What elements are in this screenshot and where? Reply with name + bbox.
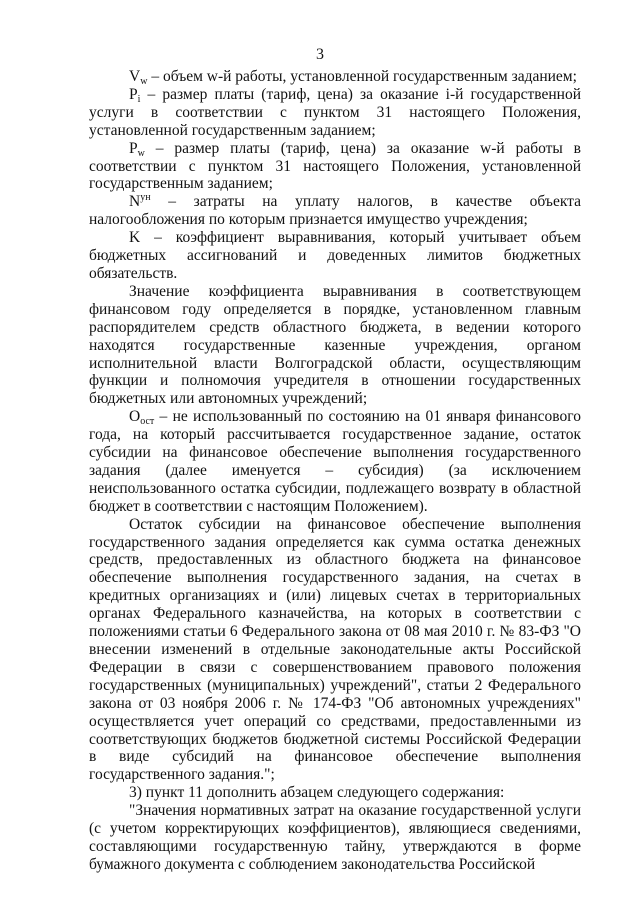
paragraph-pw xyxy=(89,140,581,194)
symbol-o: О xyxy=(129,408,141,426)
paragraph-vw xyxy=(89,68,581,86)
paragraph-text: – не использованный по состоянию на 01 января финансового года, на который рассчитывается государственное задание, остаток субсидии на финансовое обеспечение выполнения государственного задания (далее именуется – субсидия) (за исключением неиспользованного остатка субсидии, подлежащего возврату в областной бюджет в соответствии с настоящим Положением). xyxy=(89,408,581,515)
paragraph-oost xyxy=(89,408,581,515)
superscript-un: ун xyxy=(140,192,151,204)
document-body xyxy=(89,68,581,874)
paragraph-nun xyxy=(89,193,581,229)
paragraph-pi xyxy=(89,86,581,140)
paragraph-k-value: Значение коэффициента выравнивания в соответствующем финансовом году определяется в порядке, установленном главным распорядителем средств областного бюджета, в ведении которого находятся государственные казенные учреждения, органом исполнительной власти Волгоградской области, осуществляющим функции и полномочия учредителя в отношении государственных бюджетных или автономных учреждений; xyxy=(89,282,581,408)
paragraph-text: – размер платы (тариф, цена) за оказание w-й работы в соответствии с пунктом 31 настоящего Положения, установленной государственным заданием; xyxy=(89,139,581,193)
subscript-w: w xyxy=(137,147,145,159)
paragraph-ostatok: Остаток субсидии на финансовое обеспечение выполнения государственного задания определяется как сумма остатка денежных средств, предоставленных из областного бюджета на финансовое обеспечение выполнения государственного задания, на счетах в кредитных организациях и (или) лицевых счетах в территориальных органах Федерального казначейства, на которых в соответствии с положениями статьи 6 Федерального закона от 08 мая 2010 г. № 83-ФЗ "О внесении изменений в отдельные законодательные акты Российской Федерации в связи с совершенствованием правового положения государственных (муниципальных) учреждений", статьи 2 Федерального закона от 03 ноября 2006 г. № 174-ФЗ "Об автономных учреждениях" осуществляется учет операций со средствами, предоставленными из соответствующих бюджетов бюджетной системы Российской Федерации в виде субсидий на финансовое обеспечение выполнения государственного задания."; xyxy=(89,515,581,784)
subscript-i: i xyxy=(137,93,141,105)
symbol-p: P xyxy=(129,139,138,157)
symbol-p: P xyxy=(129,85,138,103)
subscript-w: w xyxy=(140,76,148,87)
subscript-ost: ост xyxy=(140,416,155,428)
paragraph-item-3: 3) пункт 11 дополнить абзацем следующего содержания: xyxy=(129,784,505,802)
symbol-n: N xyxy=(129,193,141,211)
symbol-v: V xyxy=(129,68,141,85)
paragraph-text: – затраты на уплату налогов, в качестве объекта налогообложения по которым признается имущество учреждения; xyxy=(89,193,581,229)
paragraph-text: – размер платы (тариф, цена) за оказание i-й государственной услуги в соответствии с пунктом 31 настоящего Положения, установленной государственным заданием; xyxy=(89,85,581,139)
paragraph-k: K – коэффициент выравнивания, который учитывает объем бюджетных ассигнований и доведенных лимитов бюджетных обязательств. xyxy=(89,229,581,282)
page-number: 3 xyxy=(316,46,324,63)
paragraph-text: – объем w-й работы, установленной государственным заданием; xyxy=(147,68,577,85)
paragraph-quote: "Значения нормативных затрат на оказание государственной услуги (с учетом корректирующих коэффициентов), являющиеся сведениями, составляющими государственную тайну, утверждаются в форме бумажного документа с соблюдением законодательства Российской xyxy=(89,802,581,873)
